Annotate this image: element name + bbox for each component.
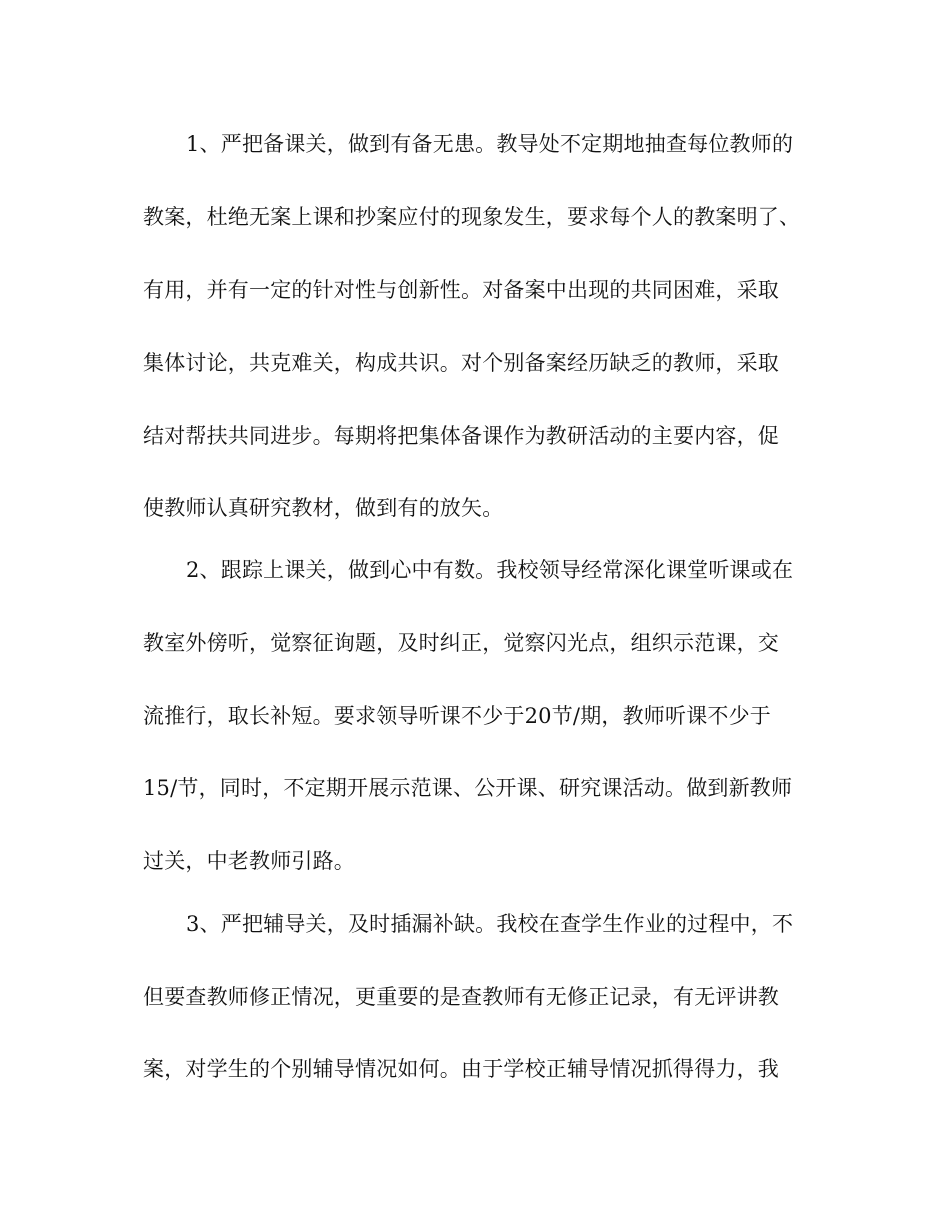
paragraph-3-line-1: 3、严把辅导关，及时插漏补缺。我校在查学生作业的过程中，不 [186,912,794,936]
paragraph-1-line-2: 教案，杜绝无案上课和抄案应付的现象发生，要求每个人的教案明了、 [143,205,801,229]
paragraph-1-line-3: 有用，并有一定的针对性与创新性。对备案中出现的共同困难，采取 [143,278,779,302]
paragraph-2-line-3: 流推行，取长补短。要求领导听课不少于20节/期，教师听课不少于 [143,704,771,728]
paragraph-3-line-2: 但要查教师修正情况，更重要的是查教师有无修正记录，有无评讲教 [143,985,779,1009]
paragraph-3-line-3: 案，对学生的个别辅导情况如何。由于学校正辅导情况抓得得力，我 [143,1057,779,1081]
paragraph-2-line-1: 2、跟踪上课关，做到心中有数。我校领导经常深化课堂听课或在 [186,558,794,582]
paragraph-1-line-4: 集体讨论，共克难关，构成共识。对个别备案经历缺乏的教师，采取 [143,351,779,375]
paragraph-2-line-4: 15/节，同时，不定期开展示范课、公开课、研究课活动。做到新教师 [143,776,793,800]
paragraph-1-line-5: 结对帮扶共同进步。每期将把集体备课作为教研活动的主要内容，促 [143,424,779,448]
paragraph-2-line-2: 教室外傍听，觉察征询题，及时纠正，觉察闪光点，组织示范课，交 [143,631,779,655]
paragraph-1-line-6: 使教师认真研究教材，做到有的放矢。 [143,496,504,520]
paragraph-1-line-1: 1、严把备课关，做到有备无患。教导处不定期地抽查每位教师的 [186,132,794,156]
paragraph-2-line-5: 过关，中老教师引路。 [143,849,355,873]
